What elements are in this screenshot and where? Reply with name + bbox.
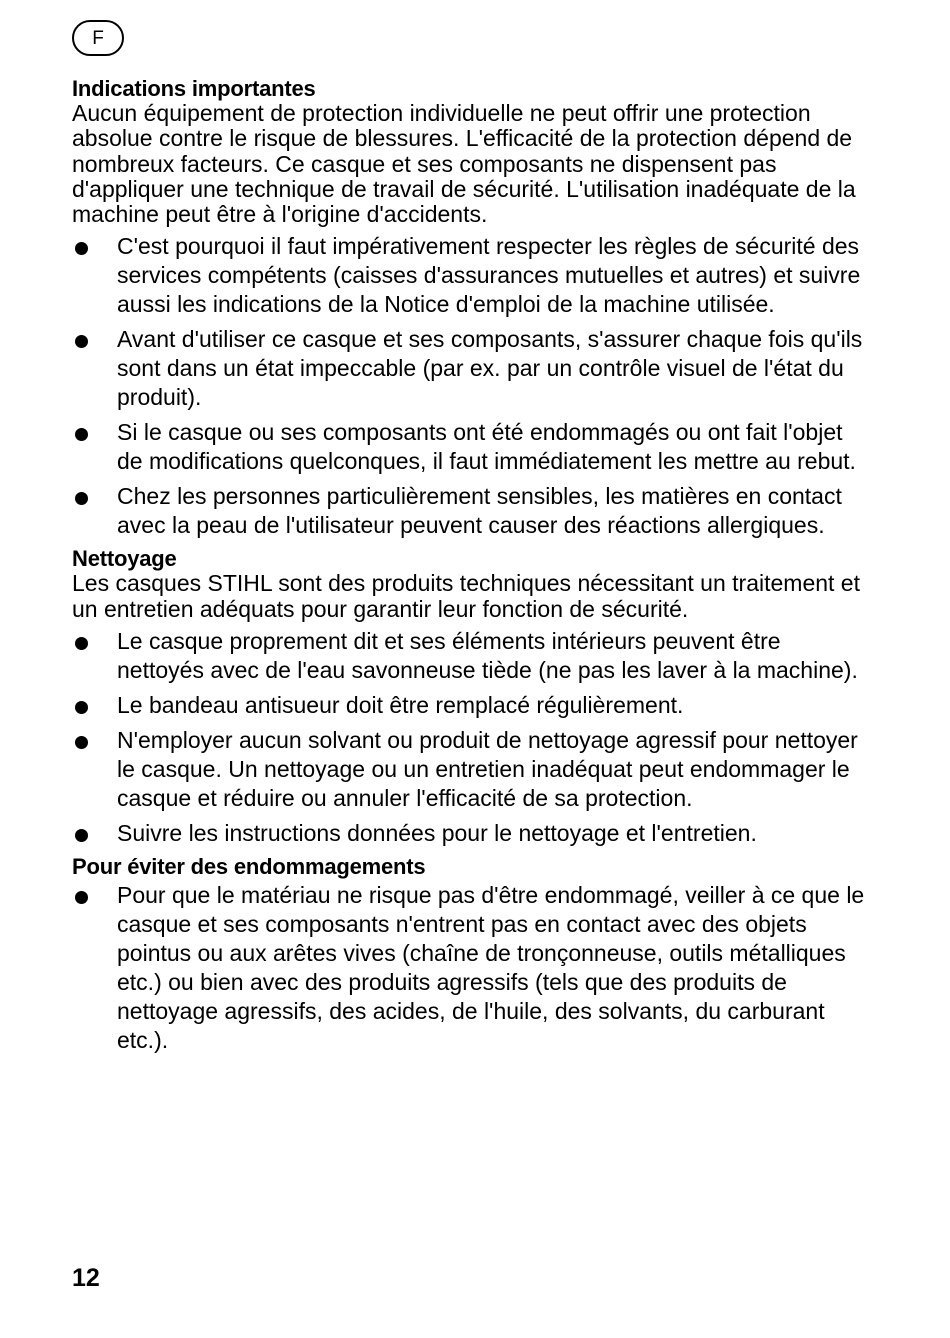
bullet-icon — [75, 242, 88, 255]
section-nettoyage — [72, 546, 872, 848]
bullet-icon — [75, 428, 88, 441]
list-item-text: Le bandeau antisueur doit être remplacé régulièrement. — [117, 692, 684, 719]
list-item — [72, 232, 872, 319]
list-item-text: N'employer aucun solvant ou produit de nettoyage agressif pour nettoyer le casque. Un nettoyage ou un entretien inadéquat peut endommager le casque et réduire ou annuler l'efficacité de sa protection. — [117, 727, 858, 812]
list-item-text: Pour que le matériau ne risque pas d'être endommagé, veiller à ce que le casque et ses composants n'entrent pas en contact avec des objets pointus ou aux arêtes vives (chaîne de tronçonneuse, outils métalliques etc.) ou bien avec des produits agressifs (tels que des produits de nettoyage agressifs, des acides, de l'huile, des solvants, du carburant etc.). — [117, 882, 865, 1054]
list-item-text: Si le casque ou ses composants ont été endommagés ou ont fait l'objet de modifications quelconques, il faut immédiatement les mettre au rebut. — [117, 419, 856, 475]
bullet-list — [72, 232, 872, 540]
bullet-list — [72, 627, 872, 848]
section-indications-importantes — [72, 76, 872, 540]
bullet-icon — [75, 891, 88, 904]
list-item — [72, 819, 872, 848]
list-item — [72, 627, 872, 685]
section-heading: Indications importantes — [72, 76, 316, 101]
list-item — [72, 691, 872, 720]
section-heading: Pour éviter des endommagements — [72, 854, 426, 880]
page-number: 12 — [72, 1264, 100, 1292]
bullet-icon — [75, 637, 88, 650]
list-item — [72, 881, 872, 1055]
list-item-text: Avant d'utiliser ce casque et ses composants, s'assurer chaque fois qu'ils sont dans un état impeccable (par ex. par un contrôle visuel de l'état du produit). — [117, 326, 863, 411]
bullet-list — [72, 881, 872, 1055]
document-body — [72, 76, 872, 1055]
list-item-text: Suivre les instructions données pour le nettoyage et l'entretien. — [117, 820, 757, 847]
list-item — [72, 482, 872, 540]
bullet-icon — [75, 829, 88, 842]
section-intro: Aucun équipement de protection individuelle ne peut offrir une protection absolue contre le risque de blessures. L'efficacité de la protection dépend de nombreux facteurs. Ce casque et ses composants ne dispensent pas d'appliquer une technique de travail de sécurité. L'utilisation inadéquate de la machine peut être à l'origine d'accidents. — [72, 100, 856, 228]
bullet-icon — [75, 701, 88, 714]
list-item-text: Chez les personnes particulièrement sensibles, les matières en contact avec la peau de l'utilisateur peuvent causer des réactions allergiques. — [117, 483, 842, 539]
bullet-icon — [75, 335, 88, 348]
bullet-icon — [75, 736, 88, 749]
list-item-text: C'est pourquoi il faut impérativement respecter les règles de sécurité des services compétents (caisses d'assurances mutuelles et autres) et suivre aussi les indications de la Notice d'emploi de la machine utilisée. — [117, 233, 861, 318]
section-eviter-endommagements — [72, 854, 872, 1055]
section-intro: Les casques STIHL sont des produits techniques nécessitant un traitement et un entretien adéquats pour garantir leur fonction de sécurité. — [72, 570, 860, 622]
list-item-text: Le casque proprement dit et ses éléments intérieurs peuvent être nettoyés avec de l'eau savonneuse tiède (ne pas les laver à la machine). — [117, 628, 858, 684]
language-badge: F — [72, 20, 124, 56]
section-heading: Nettoyage — [72, 546, 177, 572]
list-item — [72, 726, 872, 813]
list-item — [72, 325, 872, 412]
list-item — [72, 418, 872, 476]
bullet-icon — [75, 492, 88, 505]
